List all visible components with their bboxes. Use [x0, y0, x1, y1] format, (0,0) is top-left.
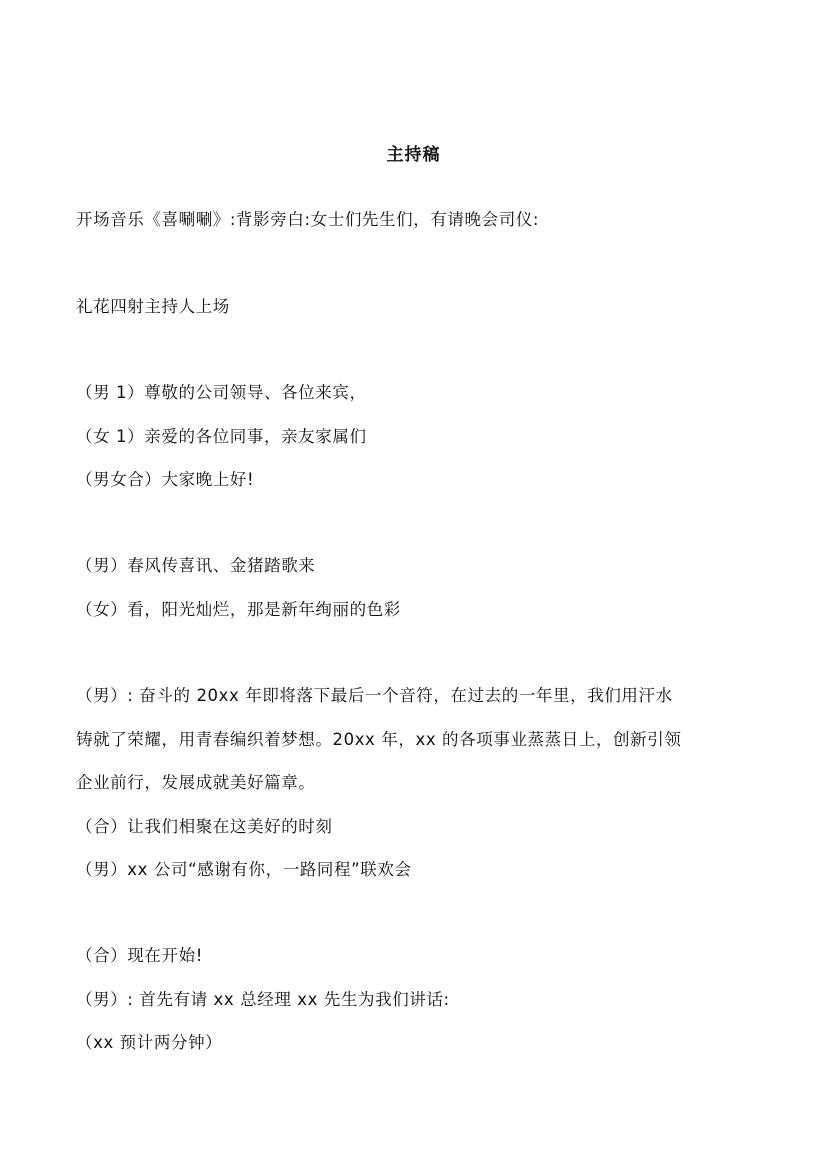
text-line: （女 1）亲爱的各位同事，亲友家属们: [76, 427, 367, 446]
text-line: 铸就了荣耀，用青春编织着梦想。20xx 年，xx 的各项事业蒸蒸日上，创新引领: [76, 730, 682, 749]
text-line: （合）现在开始!: [76, 946, 203, 965]
text-line: （女）看，阳光灿烂，那是新年绚丽的色彩: [76, 600, 401, 619]
text-line: 企业前行，发展成就美好篇章。: [76, 773, 316, 792]
text-line: （男）春风传喜讯、金猪踏歌来: [76, 556, 316, 575]
text-line: 开场音乐《喜唰唰》:背影旁白:女士们先生们，有请晚会司仪:: [76, 210, 540, 229]
text-line: （男）: 首先有请 xx 总经理 xx 先生为我们讲话:: [76, 990, 450, 1009]
document-title: 主持稿: [386, 145, 441, 165]
text-line: （男）xx 公司“感谢有你，一路同程”联欢会: [76, 860, 412, 879]
text-line: 礼花四射主持人上场: [76, 297, 230, 316]
text-line: （xx 预计两分钟）: [76, 1033, 223, 1052]
text-line: （男）: 奋斗的 20xx 年即将落下最后一个音符，在过去的一年里，我们用汗水: [76, 686, 673, 705]
text-line: （男女合）大家晚上好!: [76, 470, 255, 489]
text-line: （合）让我们相聚在这美好的时刻: [76, 817, 333, 836]
text-line: （男 1）尊敬的公司领导、各位来宾，: [76, 383, 367, 402]
